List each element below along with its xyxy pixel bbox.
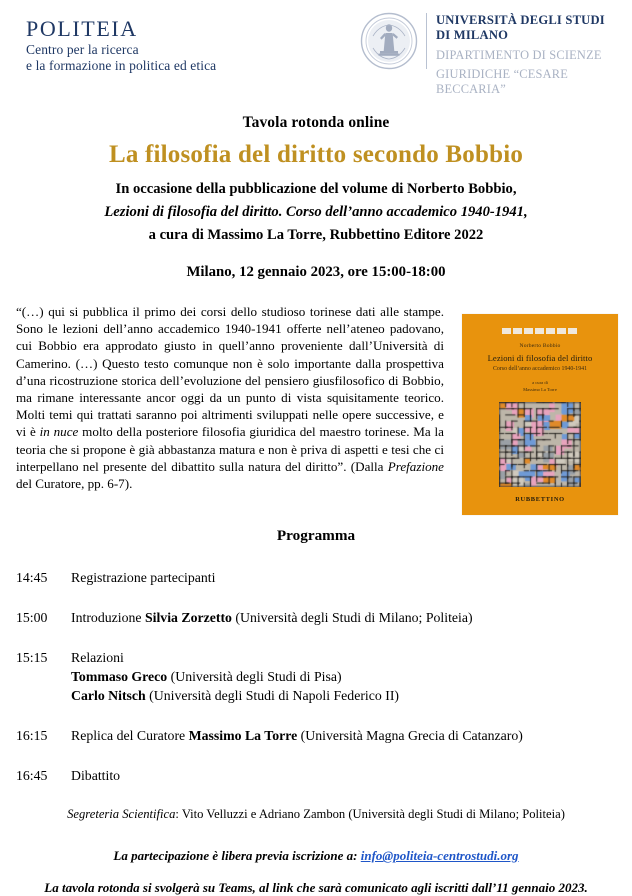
schedule-sub-affiliation: (Università degli Studi di Pisa) xyxy=(167,669,342,685)
schedule-desc-speaker: Silvia Zorzetto xyxy=(144,610,232,626)
secretariat-names: : Vito Velluzzi e Adriano Zambon (Università degli Studi di Milano; Politeia) xyxy=(175,807,565,822)
schedule-list xyxy=(0,568,632,785)
unimi-department-line-1: DIPARTIMENTO DI SCIENZE xyxy=(436,47,602,62)
schedule-row xyxy=(16,568,632,587)
schedule-row xyxy=(16,766,632,785)
book-cover-editor-name: Massimo La Torre xyxy=(523,386,557,392)
schedule-time: 15:00 xyxy=(16,610,48,626)
page-title: La filosofia del diritto secondo Bobbio xyxy=(108,141,524,168)
schedule-row xyxy=(16,726,632,745)
book-cover-author: Norberto Bobbio xyxy=(519,343,561,349)
schedule-desc-prefix: Replica del Curatore xyxy=(71,728,189,744)
title-block xyxy=(0,114,632,281)
unimi-logo xyxy=(360,12,632,97)
quote-emphasis-1: in nuce xyxy=(39,424,79,440)
schedule-desc-prefix: Introduzione xyxy=(71,610,145,626)
event-kicker: Tavola rotonda online xyxy=(242,114,390,131)
schedule-desc-prefix: Relazioni xyxy=(71,650,124,666)
schedule-row xyxy=(16,608,632,627)
schedule-time: 14:45 xyxy=(16,570,48,585)
schedule-sub-affiliation: (Università degli Studi di Napoli Federico II) xyxy=(145,688,400,704)
book-cover-title: Lezioni di filosofia del diritto xyxy=(487,353,593,363)
schedule-row xyxy=(16,648,632,705)
schedule-sub-item xyxy=(71,686,632,705)
preface-quote xyxy=(16,303,444,492)
schedule-description xyxy=(71,568,632,587)
book-cover-editor-label: a cura di xyxy=(532,380,548,385)
quote-and-cover-row xyxy=(0,303,632,519)
politeia-tagline-line-2: e la formazione in politica ed etica xyxy=(26,57,217,73)
schedule-desc-suffix: (Università degli Studi di Milano; Politeia) xyxy=(231,610,473,626)
unimi-name-line-2: DI MILANO xyxy=(436,28,509,43)
book-series-bar xyxy=(502,328,578,334)
schedule-description xyxy=(71,766,632,785)
page-header xyxy=(0,0,632,96)
quote-part-1: “(…) qui si pubblica il primo dei corsi dello studioso torinese dati alle stampe. Sono le lezioni dell’anno accademico 1940-1941 offerte nell’ateneo padovano, cui Bobbio era approdato giusto in quell’anno proveniente dall’Università di Camerino. (…) Questo testo comunque non è solo importante dalla prospettiva d’una ricostruzione storica dell’evoluzione del pensiero giusfilosofico di Bobbio, ma rimane interessante ancor oggi da un punto di vista squisitamente teorico. Molti temi qui trattati saranno poi altrimenti sviluppati nelle opere successive, e vi è xyxy=(16,304,444,440)
quote-part-2: molto della posteriore filosofia giuridica del maestro torinese. Ma la teoria che si propone è già abbastanza matura e non è priva di aspetti e tesi che ci interpellano nel presente del dibattito sulla natura del diritto”. (Dalla xyxy=(16,424,444,474)
unimi-name-line-1: UNIVERSITÀ DEGLI STUDI xyxy=(436,13,605,27)
logo-divider xyxy=(426,13,427,69)
schedule-description xyxy=(71,608,632,627)
subtitle-line-1: In occasione della pubblicazione del volume di Norberto Bobbio, xyxy=(115,181,517,197)
registration-note-text: La partecipazione è libera previa iscrizione a: xyxy=(113,848,361,864)
book-cover-course: Corso dell’anno accademico 1940-1941 xyxy=(492,366,588,372)
politeia-tagline-line-1: Centro per la ricerca xyxy=(26,41,139,57)
registration-note xyxy=(0,848,632,864)
book-cover-publisher: RUBBETTINO xyxy=(515,496,565,503)
teams-link-note: La tavola rotonda si svolgerà su Teams, al link che sarà comunicato agli iscritti dall’11 gennaio 2023. xyxy=(44,880,588,896)
schedule-description xyxy=(71,648,632,705)
schedule-desc-prefix: Dibattito xyxy=(71,768,121,784)
event-datetime: Milano, 12 gennaio 2023, ore 15:00-18:00 xyxy=(186,264,446,280)
book-cover-image xyxy=(462,314,618,515)
page-footer xyxy=(0,848,632,896)
schedule-description xyxy=(71,726,632,745)
unimi-department-line-2: GIURIDICHE “CESARE BECCARIA” xyxy=(436,66,568,96)
quote-part-3: del Curatore, pp. 6-7). xyxy=(16,476,133,492)
schedule-time: 16:45 xyxy=(16,768,48,784)
mondrian-composition-artwork-icon xyxy=(499,402,581,487)
schedule-time: 16:15 xyxy=(16,728,48,744)
book-cover-editor xyxy=(462,380,618,394)
schedule-desc-prefix: Registrazione partecipanti xyxy=(71,570,216,585)
schedule-desc-speaker: Massimo La Torre xyxy=(188,728,298,744)
schedule-time: 15:15 xyxy=(16,650,48,666)
secretariat-label: Segreteria Scientifica xyxy=(67,807,176,822)
schedule-sub-speaker: Tommaso Greco xyxy=(71,669,168,685)
subtitle-line-2: Lezioni di filosofia del diritto. Corso dell’anno accademico 1940-1941, xyxy=(104,204,528,220)
politeia-wordmark: POLITEIA xyxy=(26,16,138,41)
schedule-desc-suffix: (Università Magna Grecia di Catanzaro) xyxy=(297,728,523,744)
scientific-secretariat xyxy=(0,807,632,822)
unimi-text-block xyxy=(436,12,632,97)
university-seal-icon xyxy=(360,12,418,70)
programma-heading: Programma xyxy=(276,527,356,544)
schedule-sub-speaker: Carlo Nitsch xyxy=(71,688,146,704)
subtitle-line-3: a cura di Massimo La Torre, Rubbettino Editore 2022 xyxy=(148,227,484,243)
quote-emphasis-2: Prefazione xyxy=(387,458,444,474)
schedule-sub-item xyxy=(71,667,632,686)
contact-email-link[interactable]: info@politeia-centrostudi.org xyxy=(360,848,519,864)
politeia-logo xyxy=(26,16,216,74)
